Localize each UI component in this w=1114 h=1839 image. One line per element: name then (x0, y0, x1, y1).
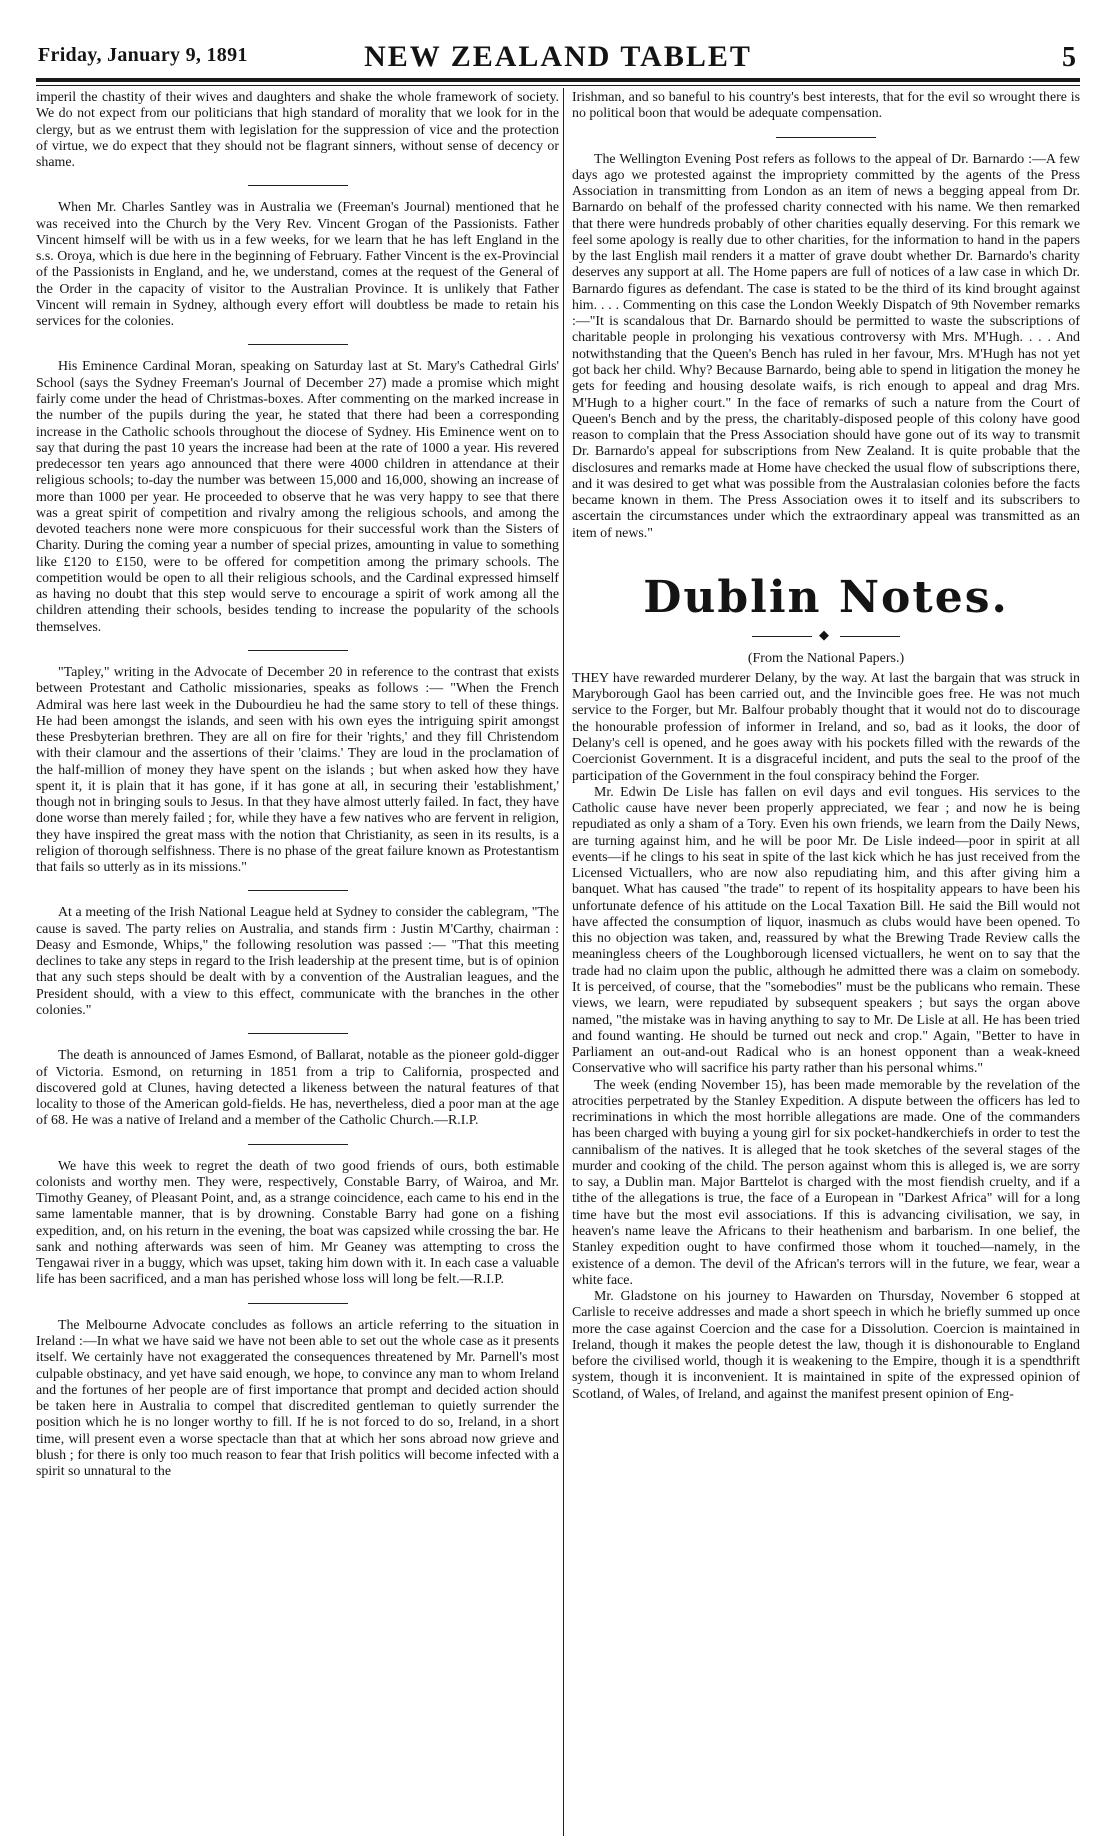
section-separator (248, 650, 348, 651)
dublin-notes-source: (From the National Papers.) (747, 650, 905, 666)
section-separator (248, 1144, 348, 1145)
article-paragraph: The week (ending November 15), has been made memorable by the revelation of the atrocities perpetrated by the Stanley Expedition. A dispute between the officers has led to recriminations in which the most horrible allegations are made. One of the commanders has been charged with buying a young girl for six pocket-handkerchiefs in order to test the cannibalism of the natives. It is alleged that he took sketches of the several stages of the murder and cooking of the child. The person against whom this is alleged is, we are sorry to say, a Dublin man. Major Barttelot is charged with the most fiendish cruelty, and if a tithe of the allegations is true, the face of a European in "Darkest Africa" will for a long time have but the most evil associations. If this is advancing civilisation, we say, in heaven's name leave the Africans to their heathenism and barbarism. In one belief, the Stanley expedition ought to have confirmed those whom it touched—namely, in the existence of a demon. The devil of the African's terrors will in the future, we fear, wear a white face. (572, 1077, 1080, 1288)
article-paragraph: We have this week to regret the death of two good friends of ours, both estimable colonists and worthy men. They were, respectively, Constable Barry, of Wairoa, and Mr. Timothy Geaney, of Pleasant Point, and, as a strange coincidence, each came to his end in the same lamentable manner, that is by drowning. Constable Barry had gone on a fishing expedition, and, on his return in the evening, the boat was capsized while crossing the bar. He sank and nothing afterwards was seen of him. Mr Geaney was attempting to cross the Tengawai river in a buggy, which was upset, taking him down with it. In each case a valuable life has been sacrificed, and a man has perished whose loss will long be felt.—R.I.P. (36, 1158, 559, 1288)
heading-ornament: ◆ (572, 627, 1080, 642)
section-separator (248, 185, 348, 186)
section-separator (776, 137, 876, 138)
article-paragraph: THEY have rewarded murderer Delany, by the way. At last the bargain that was struck in Maryborough Gaol has been carried out, and the Invincible goes free. He was not much service to the Forger, but Mr. Balfour probably thought that it would not do to discourage the honourable profession of informer in Ireland, and so, bad as it looks, the door of Delany's cell is opened, and he goes away with his pockets filled with the rewards of the Coercionist Government. It is a disgraceful incident, and puts the seal to the proof of the participation of the Government in the foul conspiracy behind the Forger. (572, 670, 1080, 784)
article-paragraph: The Melbourne Advocate concludes as follows an article referring to the situation in Ireland :—In what we have said we have not been able to set out the whole case as it presents itself. We certainly have not exaggerated the consequences threatened by Mr. Parnell's most culpable obstinacy, and yet have said enough, we hope, to convince any man to whom Ireland and the fortunes of her people are of first importance that prompt and decided action should be taken here in Australia to compel that discredited gentleman to quietly surrender the position which he is no longer worthy to fill. If he is not forced to do so, Ireland, in a short time, will present even a worse spectacle than that at which her sons abroad now grieve and blush ; for there is only too much reason to fear that Irish politics will become infected with a spirit so unnatural to the (36, 1317, 559, 1480)
column-divider (563, 88, 564, 1836)
masthead-rule-thin (36, 85, 1080, 86)
article-paragraph: Mr. Gladstone on his journey to Hawarden on Thursday, November 6 stopped at Carlisle to receive addresses and made a short speech in which he briefly summed up once more the case against Coercion and the case for a Dissolution. Coercion is maintained in Ireland, though it makes the people detest the law, though it is dishonourable to England before the civilised world, though it is weakening to the Empire, though it is a spendthrift system, though it is inconvenient. It is maintained in spite of the expressed opinion of Scotland, of Wales, of Ireland, and against the manifest present opinion of Eng- (572, 1289, 1080, 1402)
issue-date: Friday, January 9, 1891 (38, 44, 248, 66)
section-separator (248, 890, 348, 891)
masthead (36, 40, 1080, 80)
newspaper-title: NEW ZEALAND TABLET (364, 40, 752, 73)
article-paragraph: imperil the chastity of their wives and daughters and shake the whole framework of society. We do not expect from our politicians that high standard of morality that we look for in the clergy, but as we entrust them with legislation for the suppression of vice and the protection of virtue, we do expect that they should not be flagrant sinners, without sense of decency or shame. (36, 90, 559, 171)
dublin-notes-heading: Dublin Notes. (643, 571, 1009, 623)
right-column (572, 90, 1080, 1834)
article-paragraph: The death is announced of James Esmond, of Ballarat, notable as the pioneer gold-digger of Victoria. Esmond, on returning in 1851 from a trip to California, prospected and discovered gold at Clunes, having detected a likeness between the natural features of that locality to those of the American gold-fields. He has, nevertheless, died a poor man at the age of 68. He was a native of Ireland and a member of the Catholic Church.—R.I.P. (36, 1048, 559, 1129)
article-paragraph: At a meeting of the Irish National League held at Sydney to consider the cablegram, "The cause is saved. The party relies on Australia, and stands firm : Justin M'Carthy, chairman : Deasy and Esmonde, Whips," the following resolution was passed :— "That this meeting declines to take any steps in regard to the Irish leadership at the present time, but is of opinion that any such steps should be dealt with by a convention of the Australian leagues, and the President should, with a view to this effect, communicate with the branches in the other colonies." (36, 905, 559, 1019)
page-number: 5 (1062, 42, 1076, 73)
section-separator (248, 1033, 348, 1034)
section-separator (248, 344, 348, 345)
article-paragraph: His Eminence Cardinal Moran, speaking on Saturday last at St. Mary's Cathedral Girls' School (says the Sydney Freeman's Journal of December 27) made a promise which might fairly come under the head of Christmas-boxes. After commenting on the marked increase in the number of the pupils during the year, he stated that there had been a corresponding increase in the Catholic schools throughout the diocese of Sydney. His Eminence went on to say that during the past 10 years the increase had been at the rate of 1000 a year. His revered predecessor ten years ago announced that there were 4000 children in attendance at their religious schools; to-day the number was between 15,000 and 16,000, showing an increase of more than 1000 per year. He proceeded to observe that he was very happy to see that there was a great spirit of competition and rivalry among the religious schools, and among the devoted teachers none were more conspicuous for their successful work than the Sisters of Charity. During the coming year a number of special prizes, amounting in value to something like £120 to £150, were to be offered for competition among the primary schools. The competition would be open to all their religious schools, and the Cardinal expressed himself as having no doubt that this step would serve to encourage a spirit of work among all the children attending their schools, besides tending to increase the popularity of the schools themselves. (36, 359, 559, 635)
section-separator (248, 1303, 348, 1304)
masthead-rule-thick (36, 78, 1080, 82)
article-paragraph: The Wellington Evening Post refers as follows to the appeal of Dr. Barnardo :—A few days ago we protested against the impropriety committed by the agents of the Press Association in transmitting from London as an item of news a begging appeal from Dr. Barnardo on behalf of the professed charity connected with his name. We then remarked that there were hundreds probably of other charities equally deserving. For this remark we feel some apology is really due to other charities, for the information to hand in the papers by the last English mail renders it a matter of grave doubt whether Dr. Barnardo's charity deserves any support at all. The Home papers are full of notices of a law case in which Dr. Barnardo figures as defendant. The case is stated to be the third of its kind brought against him. . . . Commenting on this case the London Weekly Dispatch of 9th November remarks :—"It is scandalous that Dr. Barnardo should be permitted to waste the subscriptions of charitable people in prolonging his vexatious controversy with Mrs. M'Hugh. . . . And notwithstanding that the Queen's Bench has ruled in her favour, Mrs. M'Hugh has not yet got back her child. Why? Because Barnardo, being able to spend in litigation the money he gets for feeding and housing desolate waifs, is rich enough to appeal and drag Mrs. M'Hugh to a higher court." In the face of remarks of such a nature from the Court of Queen's Bench and by the press, the charitably-disposed people of this colony have good reason to complain that the Press Association should have gone out of its way to transmit Dr. Barnardo's appeal for subscriptions from New Zealand. It is quite probable that the disclosures and remarks made at Home have checked the usual flow of subscriptions there, and it was desired to get what was possible from the Australasian colonies before the facts became known in them. The Press Association owes it to itself and its subscribers to ascertain the circumstances under which the extraordinary appeal was transmitted as an item of news." (572, 151, 1080, 541)
article-paragraph: Mr. Edwin De Lisle has fallen on evil days and evil tongues. His services to the Catholic cause have never been properly appreciated, we fear ; and now he is being repudiated as only a sham of a Tory. Even his own friends, we learn from the Daily News, are turning against him, and he will be poor Mr. De Lisle indeed—poor in spirit at all events—if he clings to his seat in spite of the last kick which he has just received from the Licensed Victuallers, who are now also repudiating him, and this after giving him a banquet. What has caused "the trade" to repent of its hospitality appears to have been his unfortunate defence of his attitude on the Local Taxation Bill. He said the Bill would not have affected the consumption of liquor, inasmuch as clubs would have been opened. To this no objection was taken, and, reassured by what the Brewing Trade Review calls the meaningless cheers of the Loughborough licensed victuallers, he went on to say that the trade had no claim upon the public, although he admitted there was a claim on somebody. It is perceived, of course, that the "somebodies" must be the publicans who remain. These views, we learn, were repudiated by subsequent speakers ; but says the organ above named, "the mistake was in having anything to say to Mr. De Lisle at all. He has been tried and found wanting. He should be turned out neck and crop." Again, "Better to have in Parliament an out-and-out Radical who is an honest opponent than a weak-kneed Conservative who will sacrifice his party rather than his personal whims." (572, 784, 1080, 1077)
article-paragraph: Irishman, and so baneful to his country's best interests, that for the evil so wrought there is no political boon that would be adequate compensation. (572, 90, 1080, 122)
article-paragraph: When Mr. Charles Santley was in Australia we (Freeman's Journal) mentioned that he was received into the Church by the Very Rev. Vincent Grogan of the Passionists. Father Vincent himself will be with us in a few weeks, for we learn that he has left England in the s.s. Oroya, which is due here in the beginning of February. Father Vincent is the ex-Provincial of the Passionists in England, and he, we understand, comes at the request of the General of the Order in the capacity of visitor to the Australian Province. It is unlikely that Father Vincent will remain in Sydney, although every effort will doubtless be made to retain his services for the colonies. (36, 200, 559, 330)
article-paragraph: "Tapley," writing in the Advocate of December 20 in reference to the contrast that exists between Protestant and Catholic missionaries, speaks as follows :— "When the French Admiral was here last week in the Dubourdieu he had the same story to tell of these things. He had been amongst the islands, and seen with his own eyes the intriguing spirit amongst these Presbyterian brethren. They are all on fire for their 'rights,' and they fill Christendom with their clamour and the assertions of their 'claims.' They are loud in the proclamation of the half-million of money they have spent on the islands ; but when asked how they have spent it, it is plain that it has gone, if it has gone at all, in securing their 'establishment,' though not in bringing souls to Jesus. In that they have almost utterly failed. In fact, they have done worse than merely failed ; for, while they have a few natives who are fervent in religion, they have inspired the great mass with the notion that Christianity, as seen in its results, is a religion of thorough selfishness. There is no phase of the great failure known as Protestantism that fails so utterly as in its missions." (36, 664, 559, 876)
left-column (36, 90, 559, 1834)
